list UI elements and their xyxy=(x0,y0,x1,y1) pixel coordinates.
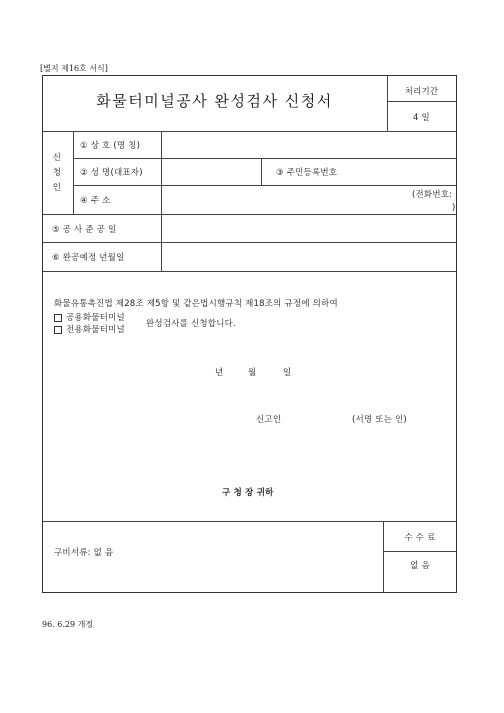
applicant-section-char-2: 청 xyxy=(52,168,62,178)
private-terminal-checkbox[interactable] xyxy=(54,326,62,334)
phone-label: (전화번호: xyxy=(412,190,453,200)
private-terminal-option[interactable] xyxy=(54,323,125,335)
date-day-label: 일 xyxy=(283,368,292,378)
construction-start-field[interactable] xyxy=(162,214,456,241)
registration-number-field[interactable] xyxy=(360,158,456,184)
construction-start-label: ⑤ 공 사 준 공 일 xyxy=(52,225,117,235)
fee-divider xyxy=(383,551,456,552)
public-terminal-checkbox[interactable] xyxy=(54,314,62,322)
period-divider xyxy=(387,101,456,102)
applicant-section-char-1: 신 xyxy=(52,153,62,163)
completion-date-field[interactable] xyxy=(162,242,456,270)
representative-label: ② 성 명(대표자) xyxy=(80,168,143,178)
public-terminal-option[interactable] xyxy=(54,311,125,323)
applicant-signer-label: 신고인 xyxy=(256,415,282,425)
required-documents-label: 구비서류: 없 음 xyxy=(54,548,114,558)
address-label xyxy=(80,194,110,206)
fee-value: 없 음 xyxy=(410,561,430,571)
form-number-label: [별지 제16호 서식] xyxy=(40,64,108,73)
form-title: 화물터미널공사 완성검사 신청서 xyxy=(96,92,333,110)
applicant-label-separator xyxy=(73,131,74,214)
business-name-label: ① 상 호 (명 칭) xyxy=(80,141,141,151)
fee-label: 수 수 료 xyxy=(404,533,436,543)
private-terminal-label: 전용화물터미널 xyxy=(66,325,125,335)
request-text: 완성검사를 신청합니다. xyxy=(146,319,236,329)
recipient-label: 구 청 장 귀하 xyxy=(222,488,274,498)
date-month-label: 월 xyxy=(248,368,257,378)
representative-registration-separator xyxy=(261,158,262,185)
revision-note: 96. 6.29 개정 xyxy=(42,620,94,629)
processing-period-label: 처리기간 xyxy=(404,87,439,97)
representative-field[interactable] xyxy=(162,158,260,184)
body-section-divider xyxy=(43,521,456,522)
address-label-text: ④ 주 소 xyxy=(80,196,111,206)
completion-date-label: ⑥ 완공예정 년월일 xyxy=(52,253,125,263)
public-terminal-label: 공용화물터미널 xyxy=(66,313,125,323)
business-name-field[interactable] xyxy=(162,131,456,157)
date-year-label: 년 xyxy=(215,368,224,378)
registration-number-label: ③ 주민등록번호 xyxy=(276,168,338,178)
applicant-section-char-3: 인 xyxy=(52,183,62,193)
legal-basis-text: 화물유통촉진법 제28조 제5항 및 같은법시행규칙 제18조의 규정에 의하여 xyxy=(54,299,338,309)
construction-end-divider xyxy=(43,271,456,272)
signature-label: (서명 또는 인) xyxy=(352,415,407,425)
processing-period-value: 4 일 xyxy=(413,113,430,123)
phone-label-close: ) xyxy=(452,203,456,213)
